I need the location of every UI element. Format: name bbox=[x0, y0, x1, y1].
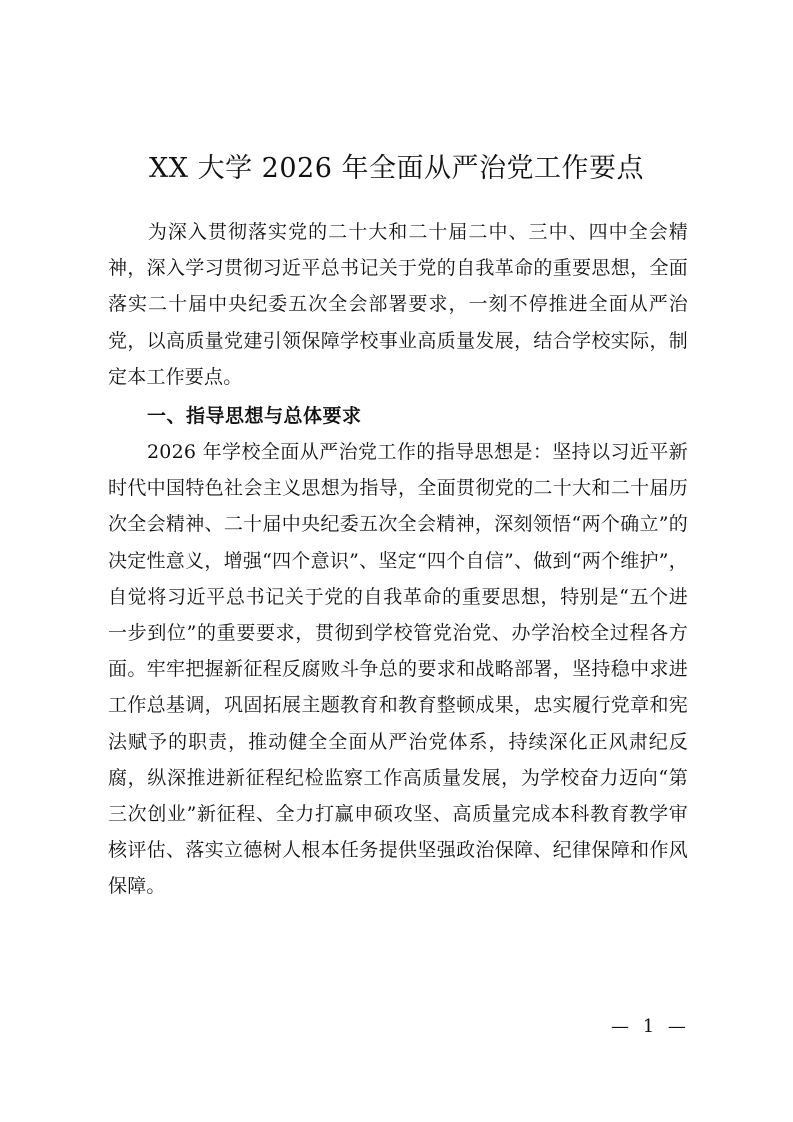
intro-paragraph bbox=[108, 214, 688, 395]
document-title: XX 大学 2026 年全面从严治党工作要点 bbox=[149, 153, 644, 184]
intro-paragraph-text: 为深入贯彻落实党的二十大和二十届二中、三中、四中全会精神，深入学习贯彻习近平总书记关于党的自我革命的重要思想，全面落实二十届中央纪委五次全会部署要求，一刻不停推进全面从严治党，以高质量党建引领保障学校事业高质量发展，结合学校实际，制定本工作要点。 bbox=[108, 221, 688, 388]
page-number: — 1 — bbox=[611, 1016, 690, 1037]
section-1-paragraph bbox=[108, 434, 688, 905]
section-1-paragraph-text: 2026 年学校全面从严治党工作的指导思想是：坚持以习近平新时代中国特色社会主义思想为指导，全面贯彻党的二十大和二十届历次全会精神、二十届中央纪委五次全会精神，深刻领悟“两个确立”的决定性意义，增强“四个意识”、坚定“四个自信”、做到“两个维护”，自觉将习近平总书记关于党的自我革命的重要思想，特别是“五个进一步到位”的重要要求，贯彻到学校管党治党、办学治校全过程各方面。牢牢把握新征程反腐败斗争总的要求和战略部署，坚持稳中求进工作总基调，巩固拓展主题教育和教育整顿成果，忠实履行党章和宪法赋予的职责，推动健全全面从严治党体系，持续深化正风肃纪反腐，纵深推进新征程纪检监察工作高质量发展，为学校奋力迈向“第三次创业”新征程、全力打赢申硕攻坚、高质量完成本科教育教学审核评估、落实立德树人根本任务提供坚强政治保障、纪律保障和作风保障。 bbox=[108, 441, 688, 898]
section-1-heading: 一、指导思想与总体要求 bbox=[147, 405, 362, 427]
